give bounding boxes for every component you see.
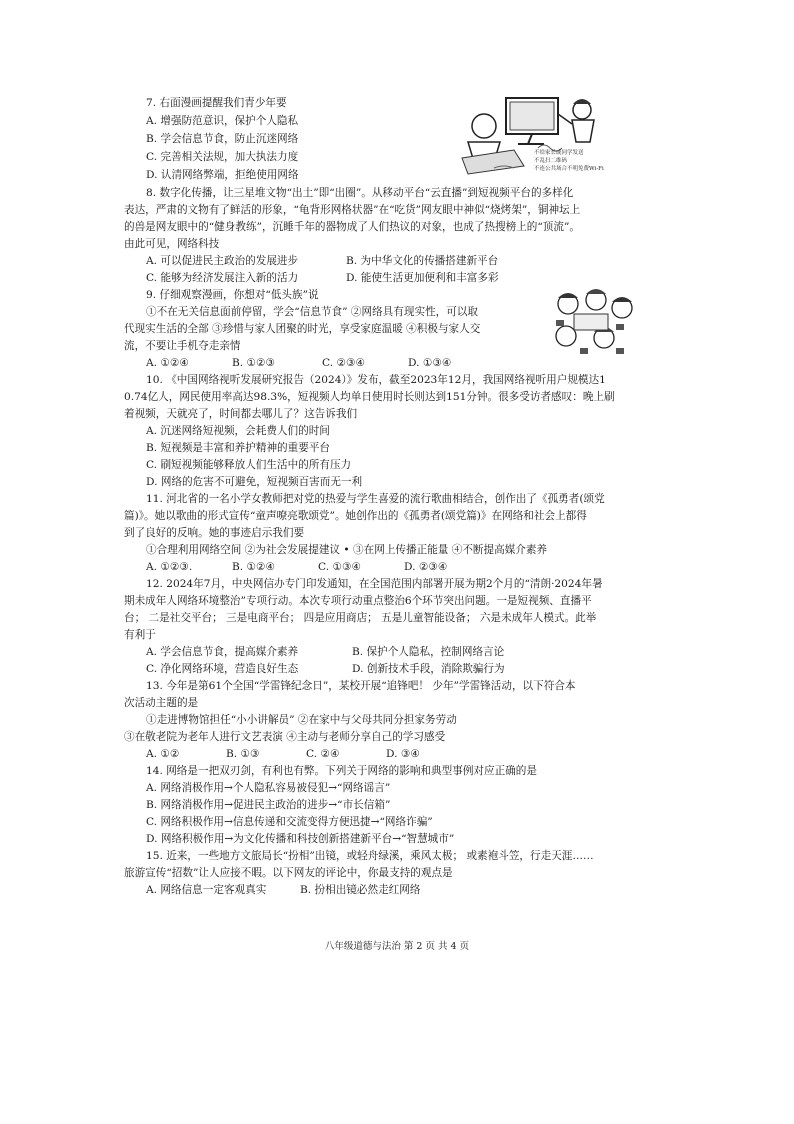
q12-option-a: A. 学会信息节食，提高媒介素养 — [146, 646, 299, 658]
q12-line-3: 台； 二是社交平台； 三是电商平台； 四是应用商店； 五是儿童智能设备； 六是未成年人模式。此举 — [124, 612, 597, 624]
q14-option-a: A. 网络消极作用→个人隐私容易被侵犯→“网络谣言” — [146, 782, 391, 794]
q15-line-2: 旅游宣传“招数”让人应接不暇。以下网友的评论中，你最支持的观点是 — [124, 867, 453, 879]
q15-option-b: B. 扮相出镜必然走红网络 — [300, 884, 421, 896]
q8-option-c: C. 能够为经济发展注入新的活力 — [146, 272, 299, 284]
q12-option-c: C. 净化网络环境，营造良好生态 — [146, 663, 299, 675]
q8-line-2: 表达，严肃的文物有了鲜活的形象，“龟背形网格状器”在“吃货”网友眼中神似“烧烤架”，铜神坛上 — [124, 204, 581, 216]
q11-option-d: D. ②③④ — [404, 561, 448, 573]
q13-option-c: C. ②④ — [306, 748, 340, 760]
q8-option-a: A. 可以促进民主政治的发展进步 — [146, 255, 299, 267]
q14-option-b: B. 网络消极作用→促进民主政治的进步→“市长信箱” — [146, 799, 391, 811]
q7-option-b: B. 学会信息节食，防止沉迷网络 — [146, 133, 299, 145]
q13-option-b: B. ①③ — [226, 748, 260, 760]
q9-comic — [546, 286, 638, 360]
q10-line-2: 0.74亿人，网民使用率高达98.3%，短视频人均单日使用时长则达到151分钟。很多受访者感叹：晚上刷 — [124, 391, 615, 403]
q7-option-d: D. 认清网络弊端，拒绝使用网络 — [146, 169, 299, 181]
q7-option-c: C. 完善相关法规，加大执法力度 — [146, 151, 299, 163]
q12-line-1: 12. 2024年7月，中央网信办专门印发通知，在全国范围内部署开展为期2个月的“清朗·2024年暑 — [146, 578, 603, 590]
q7-option-a: A. 增强防范意识，保护个人隐私 — [146, 115, 299, 127]
q10-option-b: B. 短视频是丰富和养护精神的重要平台 — [146, 442, 331, 454]
q8-line-4: 由此可见，网络科技 — [124, 238, 220, 250]
q9-option-b: B. ①②③ — [232, 357, 276, 369]
q10-line-1: 10. 《中国网络视听发展研究报告（2024）》发布，截至2023年12月，我国网络视听用户规模达1 — [146, 374, 606, 386]
q13-line-3: ①走进博物馆担任“小小讲解员” ②在家中与父母共同分担家务劳动 — [146, 714, 457, 726]
q15-line-1: 15. 近来，一些地方文旅局长“扮相”出镜，或轻舟绿溪，乘风太极； 或素袍斗笠，行走天涯…… — [146, 850, 594, 862]
q11-line-3: 到了良好的反响。她的事迹启示我们要 — [124, 527, 305, 539]
q8-line-1: 8. 数字化传播，让三星堆文物“出土”即“出圈”。从移动平台“云直播”到短视频平台的多样化 — [146, 187, 574, 199]
q11-line-4: ①合理利用网络空间 ②为社会发展提建议 • ③在网上传播正能量 ④不断提高媒介素养 — [146, 544, 548, 556]
q9-option-c: C. ②③④ — [322, 357, 365, 369]
q8-option-d: D. 能使生活更加便利和丰富多彩 — [346, 272, 499, 284]
q7-caption-3: 不连公共场合不明免费Wi-Fi — [534, 166, 604, 172]
q11-option-a: A. ①②③. — [146, 561, 193, 573]
q14-option-c: C. 网络积极作用→信息传递和交流变得方便迅捷→“网络诈骗” — [146, 816, 433, 828]
q13-option-a: A. ①② — [146, 748, 180, 760]
q11-line-2: 篇)》。她以歌曲的形式宣传“童声嘹亮歌颂党”。她创作出的《孤勇者(颂党篇)》在网络和社会上都得 — [124, 510, 587, 522]
q9-line-1: 9. 仔细观察漫画，你想对“低头族”说 — [146, 289, 319, 301]
q10-option-d: D. 网络的危害不可避免，短视频百害而无一利 — [146, 476, 363, 488]
q7-caption-2: 不乱扫二维码 — [534, 158, 568, 164]
q11-line-1: 11. 河北省的一名小学女教师把对党的热爱与学生喜爱的流行歌曲相结合，创作出了《孤勇者(颂党 — [146, 493, 605, 505]
q13-line-4: ③在敬老院为老年人进行文艺表演 ④主动与老师分享自己的学习感受 — [124, 731, 446, 743]
q13-line-2: 次活动主题的是 — [124, 697, 199, 709]
q15-option-a: A. 网络信息一定客观真实 — [146, 884, 267, 896]
q13-option-d: D. ③④ — [386, 748, 420, 760]
q10-option-a: A. 沉迷网络短视频，会耗费人们的时间 — [146, 425, 330, 437]
q7-stem: 7. 右面漫画提醒我们青少年要 — [146, 97, 287, 109]
q8-option-b: B. 为中华文化的传播搭建新平台 — [346, 255, 499, 267]
q9-option-d: D. ①③④ — [408, 357, 452, 369]
q12-option-d: D. 创新技术手段，消除欺骗行为 — [352, 663, 505, 675]
q10-option-c: C. 刷短视频能够释放人们生活中的所有压力 — [146, 459, 352, 471]
q9-line-4: 流，不要让手机夺走亲情 — [124, 340, 241, 352]
q7-caption-1: 不给家长或同学发送 — [534, 150, 584, 156]
q14-option-d: D. 网络积极作用→为文化传播和科技创新搭建新平台→“智慧城市” — [146, 833, 455, 845]
q11-option-b: B. ①②④ — [232, 561, 276, 573]
q14-stem: 14. 网络是一把双刃剑，有利也有弊。下列关于网络的影响和典型事例对应正确的是 — [146, 765, 537, 777]
q12-line-2: 期未成年人网络环境整治”专项行动。本次专项行动重点整治6个环节突出问题。一是短视频、直播平 — [124, 595, 592, 607]
q12-option-b: B. 保护个人隐私，控制网络言论 — [352, 646, 505, 658]
q10-line-3: 着视频，天就亮了，时间都去哪儿了？这告诉我们 — [124, 408, 358, 420]
q11-option-c: C. ①③④ — [318, 561, 361, 573]
q9-line-3: 代现实生活的全部 ③珍惜与家人团聚的时光，享受家庭温暖 ④积极与家人交 — [124, 323, 481, 335]
q9-option-a: A. ①②④ — [146, 357, 189, 369]
q8-line-3: 的兽是网友眼中的“健身教练”，沉睡千年的器物成了人们热议的对象，也成了热搜榜上的“顶流”。 — [124, 221, 581, 233]
q9-comic-drawing — [546, 286, 638, 360]
q13-line-1: 13. 今年是第61个全国“学雷锋纪念日”，某校开展“追锋吧！ 少年”学雷锋活动，以下符合本 — [146, 680, 576, 692]
q12-line-4: 有利于 — [124, 629, 156, 641]
page-footer: 八年级道德与法治 第 2 页 共 4 页 — [324, 941, 470, 952]
q9-line-2: ①不在无关信息面前停留，学会“信息节食” ②网络具有现实性，可以取 — [146, 306, 479, 318]
